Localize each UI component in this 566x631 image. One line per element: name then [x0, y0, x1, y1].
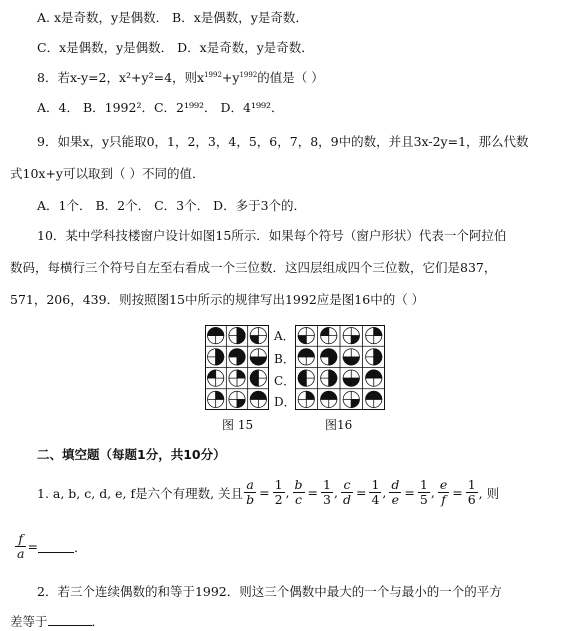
fill-answer-1: $\frac{f}{a}$ = ．: [17, 531, 87, 561]
question-8-options: A．4． B．1992²．C．2¹⁹⁹²． D．4¹⁹⁹²．: [37, 100, 284, 115]
answer-blank-1[interactable]: [38, 540, 74, 553]
question-10-line-3: 571，206，439．则按照图15中所示的规律写出1992应是图16中的（ ）: [10, 292, 425, 307]
comma: ,: [382, 485, 387, 500]
fraction: $\frac{1}{4}$: [371, 477, 380, 507]
option-label-d: D．: [274, 395, 296, 409]
figure-16-caption: 图16: [325, 418, 353, 432]
equals-sign: =: [307, 485, 318, 500]
fill-question-2-line-2: 差等于 ．: [10, 614, 105, 629]
comma: ,: [430, 485, 435, 500]
fill-question-1: 1. a, b, c, d, e, f是六个有理数, 关且 $\frac{a}{b}$ = $\frac{1}{2}$ , $\frac{b}{c}$ = $\frac{1}{3}$ , $\frac{c}{d}$ = $\frac{1}{4}$ , $\frac{d}{e}$ = $\frac{1}{5}$ , $\frac{e}{f}$ = $\frac{1}{6}$ , 则: [37, 477, 500, 507]
question-9-line-2: 式10x+y可以取到（ ）不同的值．: [10, 166, 205, 181]
fill-question-2-line-1: 2．若三个连续偶数的和等于1992．则这三个偶数中最大的一个与最小的一个的平方: [37, 584, 502, 599]
option-label-a: A．: [274, 329, 295, 343]
equals-sign: =: [452, 485, 463, 500]
fraction: $\frac{d}{e}$: [391, 477, 400, 507]
fraction: $\frac{1}{6}$: [467, 477, 476, 507]
fraction: $\frac{1}{3}$: [323, 477, 331, 507]
fraction: $\frac{e}{f}$: [439, 477, 448, 507]
equals-sign: =: [259, 485, 270, 500]
question-10-line-1: 10．某中学科技楼窗户设计如图15所示．如果每个符号（窗户形状）代表一个阿拉伯: [37, 228, 507, 243]
answer-fraction: $\frac{f}{a}$: [17, 531, 25, 561]
equals-sign: =: [404, 485, 415, 500]
question-8: 8．若x-y=2，x²+y²=4，则$x^{1992}+y^{1992}$的值是（ ）: [37, 70, 324, 85]
fraction: $\frac{1}{5}$: [419, 477, 428, 507]
equals-sign: =: [355, 485, 367, 500]
figure-15-caption: 图 15: [222, 418, 254, 432]
fraction-equations: [243, 478, 479, 507]
figure-16: [295, 325, 385, 410]
section-heading: 二、填空题（每题1分，共10分）: [37, 447, 226, 462]
figure-15: [205, 325, 269, 410]
option-label-b: B．: [274, 352, 295, 366]
option-label-c: C．: [274, 374, 296, 388]
answer-blank-2[interactable]: [48, 613, 92, 626]
fraction: $\frac{1}{2}$: [274, 477, 283, 507]
comma: ,: [333, 485, 338, 500]
option-line-2: C．x是偶数，y是偶数． D．x是奇数，y是奇数．: [37, 40, 314, 55]
fraction: $\frac{b}{c}$: [294, 477, 303, 507]
comma: ,: [285, 485, 290, 500]
fraction: $\frac{c}{d}$: [342, 477, 351, 507]
option-line-1: A. x是奇数，y是偶数． B．x是偶数，y是奇数．: [37, 10, 308, 25]
fraction: $\frac{a}{b}$: [246, 477, 255, 507]
question-9-options: A．1个． B．2个． C．3个． D．多于3个的．: [37, 198, 307, 213]
question-9-line-1: 9．如果x，y只能取0，1，2，3，4，5，6，7，8，9中的数，并且3x-2y=1，那么代数: [37, 134, 529, 149]
question-10-line-2: 数码，每横行三个符号自左至右看成一个三位数．这四层组成四个三位数，它们是837，: [10, 260, 497, 275]
